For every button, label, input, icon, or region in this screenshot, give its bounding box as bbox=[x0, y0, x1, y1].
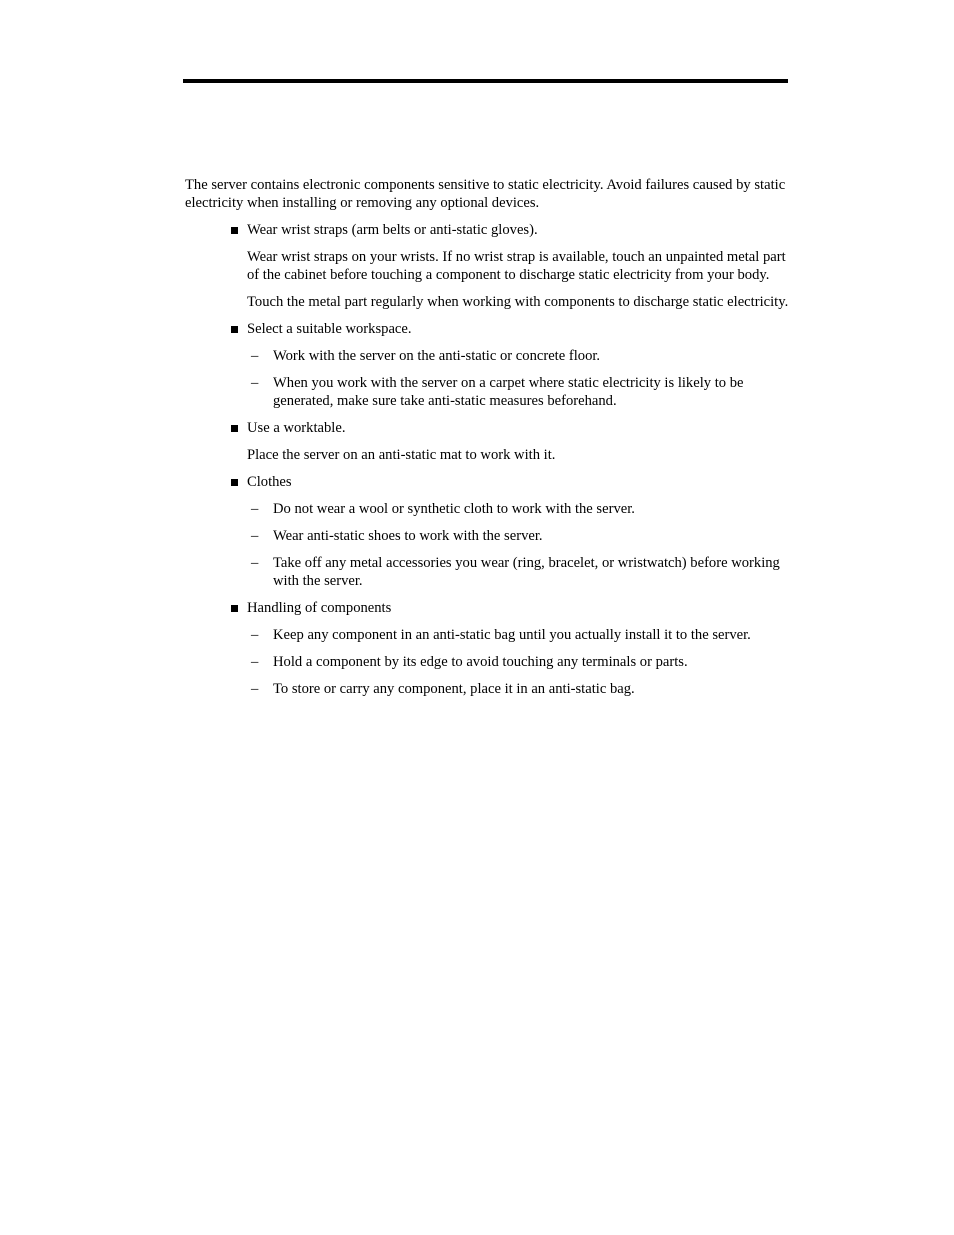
dash-text: When you work with the server on a carpet where static electricity is likely to be generated, make sure take anti-static measures beforehand. bbox=[273, 375, 744, 409]
body-paragraph: Wear wrist straps on your wrists. If no wrist strap is available, touch an unpainted metal part of the cabinet before touching a component to discharge static electricity from your body. bbox=[247, 249, 786, 283]
bullet-item bbox=[247, 320, 800, 338]
bullet-item bbox=[247, 473, 800, 491]
dash-item bbox=[251, 374, 800, 410]
dash-item bbox=[251, 500, 800, 518]
bullet-text: Clothes bbox=[247, 474, 292, 490]
bullet-text: Use a worktable. bbox=[247, 420, 346, 436]
dash-text: Do not wear a wool or synthetic cloth to work with the server. bbox=[273, 501, 635, 517]
dash-item bbox=[251, 626, 800, 644]
header-rule bbox=[183, 79, 788, 83]
dash-text: Hold a component by its edge to avoid touching any terminals or parts. bbox=[273, 654, 688, 670]
dash-marker: – bbox=[251, 528, 259, 544]
intro-paragraph: The server contains electronic components sensitive to static electricity. Avoid failures caused by static electricity when installing or removing any optional devices. bbox=[185, 177, 786, 211]
dash-item bbox=[251, 554, 800, 590]
dash-marker: – bbox=[251, 348, 259, 364]
square-bullet-icon bbox=[231, 425, 238, 432]
bullet-text: Wear wrist straps (arm belts or anti-static gloves). bbox=[247, 222, 538, 238]
dash-marker: – bbox=[251, 681, 259, 697]
body-paragraph: Place the server on an anti-static mat to work with it. bbox=[247, 447, 556, 463]
bullet-item bbox=[247, 419, 800, 437]
dash-text: Wear anti-static shoes to work with the server. bbox=[273, 528, 543, 544]
dash-item bbox=[251, 347, 800, 365]
square-bullet-icon bbox=[231, 479, 238, 486]
dash-text: Keep any component in an anti-static bag until you actually install it to the server. bbox=[273, 627, 751, 643]
dash-item bbox=[251, 527, 800, 545]
bullet-item bbox=[247, 599, 800, 617]
square-bullet-icon bbox=[231, 605, 238, 612]
dash-text: Work with the server on the anti-static or concrete floor. bbox=[273, 348, 601, 364]
document-body bbox=[185, 176, 800, 707]
square-bullet-icon bbox=[231, 326, 238, 333]
bullet-item bbox=[247, 221, 800, 239]
bullet-text: Select a suitable workspace. bbox=[247, 321, 412, 337]
square-bullet-icon bbox=[231, 227, 238, 234]
dash-marker: – bbox=[251, 654, 259, 670]
dash-marker: – bbox=[251, 555, 259, 571]
dash-marker: – bbox=[251, 501, 259, 517]
bullet-text: Handling of components bbox=[247, 600, 392, 616]
dash-marker: – bbox=[251, 375, 259, 391]
dash-item bbox=[251, 653, 800, 671]
dash-marker: – bbox=[251, 627, 259, 643]
dash-text: To store or carry any component, place it in an anti-static bag. bbox=[273, 681, 635, 697]
dash-item bbox=[251, 680, 800, 698]
dash-text: Take off any metal accessories you wear (ring, bracelet, or wristwatch) before working with the server. bbox=[273, 555, 780, 589]
body-paragraph: Touch the metal part regularly when working with components to discharge static electricity. bbox=[247, 294, 789, 310]
